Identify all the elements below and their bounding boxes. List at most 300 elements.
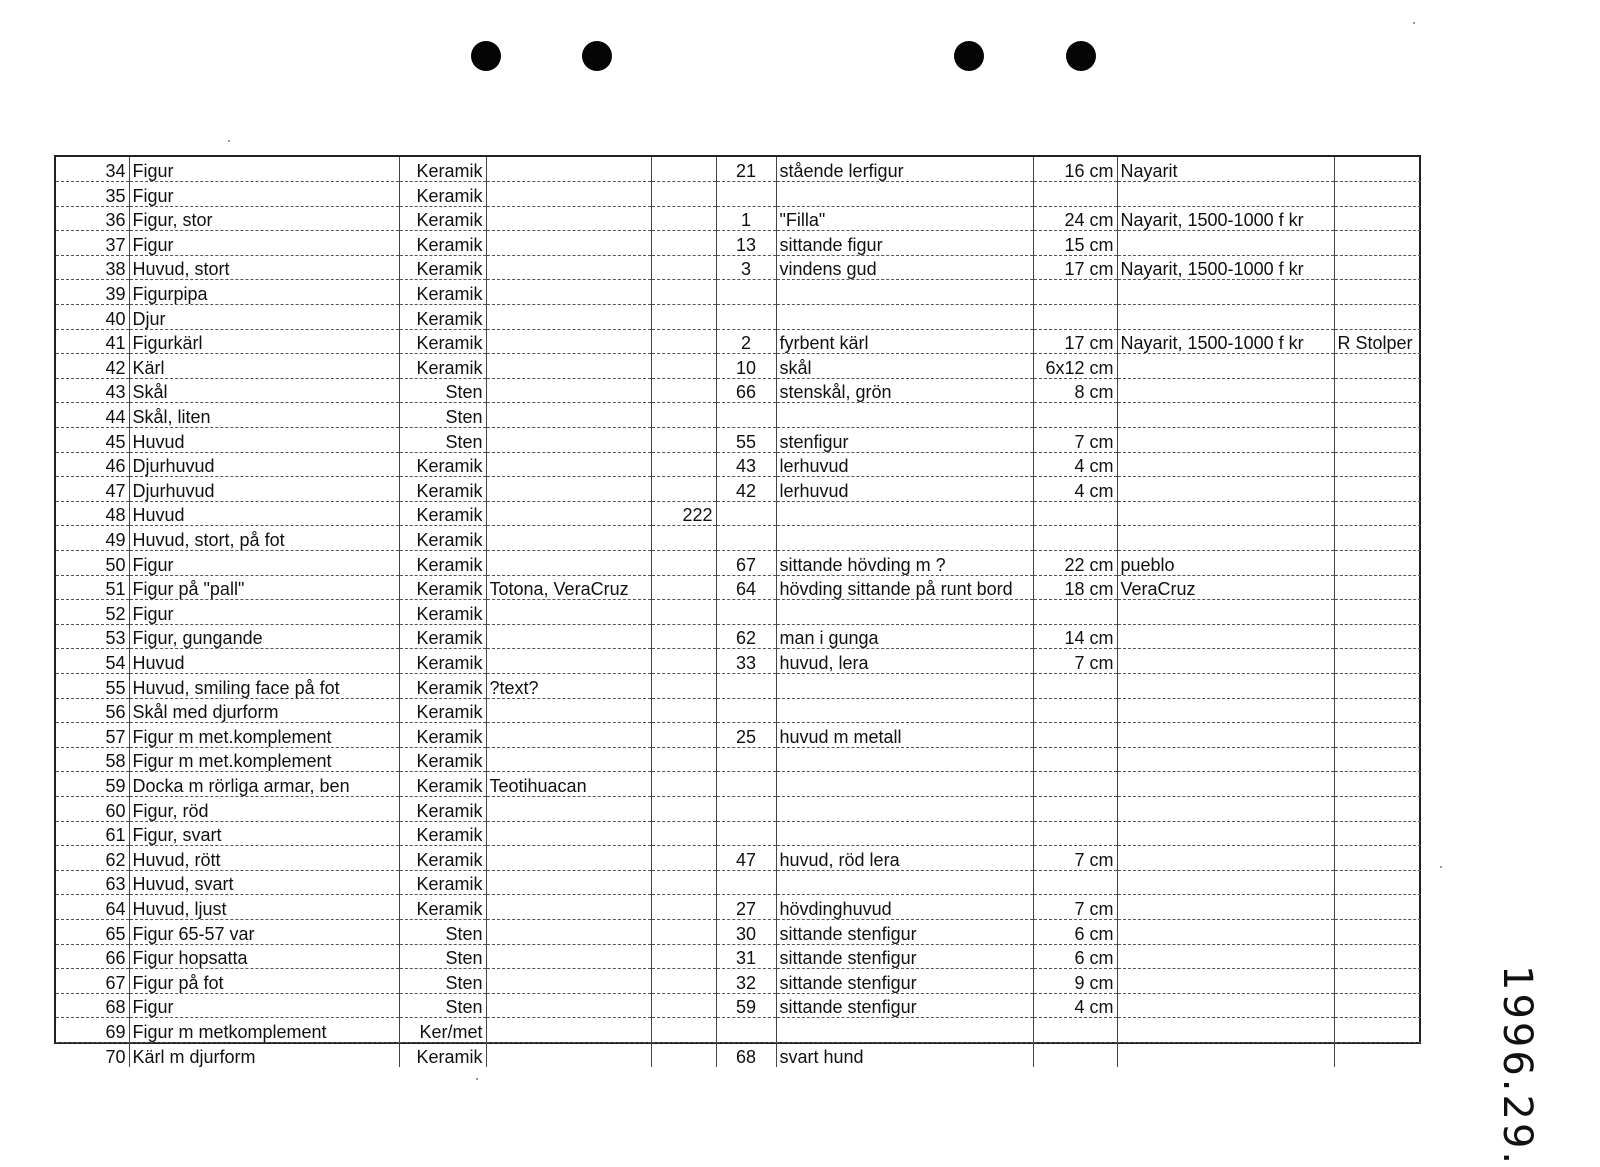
item-origin: Nayarit, 1500-1000 f kr <box>1117 206 1334 231</box>
item-remark <box>1334 280 1421 305</box>
row-number: 61 <box>56 821 129 846</box>
catalog-number <box>716 403 776 428</box>
catalog-number: 42 <box>716 477 776 502</box>
item-size <box>1033 280 1117 305</box>
item-origin <box>1117 747 1334 772</box>
item-remark <box>1334 698 1421 723</box>
catalog-description <box>776 747 1033 772</box>
table-row <box>56 1018 1421 1043</box>
item-note <box>651 182 716 207</box>
item-name: Figur på "pall" <box>129 575 399 600</box>
item-place: Teotihuacan <box>486 772 651 797</box>
item-place <box>486 378 651 403</box>
catalog-number: 55 <box>716 428 776 453</box>
scan-speck <box>476 1078 478 1080</box>
item-place <box>486 723 651 748</box>
item-name: Figurpipa <box>129 280 399 305</box>
item-material: Sten <box>399 403 486 428</box>
item-note <box>651 993 716 1018</box>
table-row <box>56 895 1421 920</box>
item-size <box>1033 526 1117 551</box>
catalog-description: sittande stenfigur <box>776 969 1033 994</box>
item-origin: Nayarit, 1500-1000 f kr <box>1117 255 1334 280</box>
item-name: Figur 65-57 var <box>129 919 399 944</box>
item-origin <box>1117 698 1334 723</box>
catalog-number <box>716 501 776 526</box>
item-name: Figur m met.komplement <box>129 747 399 772</box>
item-place <box>486 919 651 944</box>
row-number: 62 <box>56 846 129 871</box>
catalog-description <box>776 772 1033 797</box>
table-row <box>56 378 1421 403</box>
catalog-description: svart hund <box>776 1042 1033 1067</box>
catalog-number: 43 <box>716 452 776 477</box>
item-origin <box>1117 895 1334 920</box>
item-origin <box>1117 182 1334 207</box>
table-row <box>56 575 1421 600</box>
item-name: Figur <box>129 157 399 182</box>
item-size: 7 cm <box>1033 649 1117 674</box>
item-size <box>1033 796 1117 821</box>
item-origin <box>1117 526 1334 551</box>
item-origin <box>1117 1042 1334 1067</box>
item-remark <box>1334 403 1421 428</box>
catalog-description: sittande hövding m ? <box>776 551 1033 576</box>
item-note <box>651 796 716 821</box>
item-note <box>651 723 716 748</box>
item-note <box>651 305 716 330</box>
item-remark <box>1334 206 1421 231</box>
scan-speck <box>1413 22 1415 24</box>
item-remark <box>1334 747 1421 772</box>
item-place <box>486 477 651 502</box>
item-size: 6 cm <box>1033 919 1117 944</box>
catalog-description: sittande stenfigur <box>776 919 1033 944</box>
item-size: 15 cm <box>1033 231 1117 256</box>
item-name: Figur <box>129 551 399 576</box>
item-place <box>486 280 651 305</box>
catalog-description: hövding sittande på runt bord <box>776 575 1033 600</box>
catalog-number: 1 <box>716 206 776 231</box>
table-row <box>56 231 1421 256</box>
item-material: Keramik <box>399 870 486 895</box>
item-place <box>486 501 651 526</box>
catalog-description <box>776 796 1033 821</box>
item-size: 9 cm <box>1033 969 1117 994</box>
table-row <box>56 182 1421 207</box>
catalog-number <box>716 182 776 207</box>
item-remark <box>1334 354 1421 379</box>
item-remark <box>1334 944 1421 969</box>
catalog-description <box>776 821 1033 846</box>
catalog-number: 64 <box>716 575 776 600</box>
row-number: 37 <box>56 231 129 256</box>
punch-hole <box>582 41 612 71</box>
item-size: 14 cm <box>1033 624 1117 649</box>
item-note <box>651 206 716 231</box>
item-place <box>486 1042 651 1067</box>
item-place <box>486 403 651 428</box>
catalog-number: 27 <box>716 895 776 920</box>
row-number: 68 <box>56 993 129 1018</box>
item-size <box>1033 182 1117 207</box>
table-row <box>56 993 1421 1018</box>
row-number: 45 <box>56 428 129 453</box>
item-place <box>486 182 651 207</box>
item-place <box>486 206 651 231</box>
item-note <box>651 378 716 403</box>
item-material: Keramik <box>399 772 486 797</box>
catalog-number: 10 <box>716 354 776 379</box>
catalog-number: 2 <box>716 329 776 354</box>
item-origin <box>1117 772 1334 797</box>
item-remark <box>1334 452 1421 477</box>
item-material: Ker/met <box>399 1018 486 1043</box>
item-size <box>1033 600 1117 625</box>
item-remark <box>1334 600 1421 625</box>
item-remark <box>1334 870 1421 895</box>
row-number: 60 <box>56 796 129 821</box>
item-material: Keramik <box>399 526 486 551</box>
table-row <box>56 673 1421 698</box>
item-size <box>1033 305 1117 330</box>
item-remark <box>1334 477 1421 502</box>
item-name: Figur, svart <box>129 821 399 846</box>
item-material: Keramik <box>399 575 486 600</box>
item-origin <box>1117 993 1334 1018</box>
row-number: 65 <box>56 919 129 944</box>
item-remark <box>1334 723 1421 748</box>
table-row <box>56 206 1421 231</box>
item-place <box>486 428 651 453</box>
catalog-description: "Filla" <box>776 206 1033 231</box>
item-note <box>651 1018 716 1043</box>
table-row <box>56 969 1421 994</box>
catalog-number <box>716 747 776 772</box>
catalog-description <box>776 403 1033 428</box>
row-number: 59 <box>56 772 129 797</box>
catalog-description: lerhuvud <box>776 452 1033 477</box>
item-note <box>651 821 716 846</box>
item-place: ?text? <box>486 673 651 698</box>
item-place <box>486 255 651 280</box>
catalog-number <box>716 600 776 625</box>
item-size <box>1033 698 1117 723</box>
item-note <box>651 772 716 797</box>
catalog-description: huvud, lera <box>776 649 1033 674</box>
item-material: Sten <box>399 428 486 453</box>
table-row <box>56 305 1421 330</box>
catalog-description: sittande figur <box>776 231 1033 256</box>
item-remark <box>1334 969 1421 994</box>
catalog-description <box>776 526 1033 551</box>
punch-hole <box>471 41 501 71</box>
row-number: 63 <box>56 870 129 895</box>
catalog-description: huvud m metall <box>776 723 1033 748</box>
item-size: 16 cm <box>1033 157 1117 182</box>
item-size: 4 cm <box>1033 477 1117 502</box>
catalog-number <box>716 796 776 821</box>
row-number: 36 <box>56 206 129 231</box>
item-place <box>486 305 651 330</box>
item-size: 18 cm <box>1033 575 1117 600</box>
row-number: 41 <box>56 329 129 354</box>
item-name: Huvud <box>129 428 399 453</box>
item-remark <box>1334 526 1421 551</box>
item-remark <box>1334 1042 1421 1067</box>
catalog-number <box>716 673 776 698</box>
catalog-description <box>776 1018 1033 1043</box>
item-note <box>651 255 716 280</box>
item-note <box>651 354 716 379</box>
item-origin: pueblo <box>1117 551 1334 576</box>
catalog-number: 33 <box>716 649 776 674</box>
item-size: 24 cm <box>1033 206 1117 231</box>
item-origin <box>1117 944 1334 969</box>
table-row <box>56 846 1421 871</box>
item-name: Huvud <box>129 501 399 526</box>
item-size: 22 cm <box>1033 551 1117 576</box>
table-row <box>56 428 1421 453</box>
item-material: Keramik <box>399 551 486 576</box>
row-number: 54 <box>56 649 129 674</box>
table-row <box>56 698 1421 723</box>
table-row <box>56 649 1421 674</box>
item-name: Huvud, stort <box>129 255 399 280</box>
table-row <box>56 1042 1421 1067</box>
row-number: 50 <box>56 551 129 576</box>
item-note <box>651 895 716 920</box>
item-remark <box>1334 182 1421 207</box>
item-origin <box>1117 919 1334 944</box>
item-origin <box>1117 723 1334 748</box>
item-material: Keramik <box>399 255 486 280</box>
row-number: 47 <box>56 477 129 502</box>
item-origin: VeraCruz <box>1117 575 1334 600</box>
item-name: Figur, gungande <box>129 624 399 649</box>
item-note <box>651 526 716 551</box>
row-number: 44 <box>56 403 129 428</box>
item-place <box>486 895 651 920</box>
item-material: Keramik <box>399 821 486 846</box>
item-name: Skål med djurform <box>129 698 399 723</box>
catalog-number: 67 <box>716 551 776 576</box>
inventory-table <box>56 157 1421 1067</box>
catalog-number: 59 <box>716 993 776 1018</box>
item-note <box>651 551 716 576</box>
catalog-description <box>776 870 1033 895</box>
catalog-number <box>716 1018 776 1043</box>
catalog-description: hövdinghuvud <box>776 895 1033 920</box>
item-remark <box>1334 846 1421 871</box>
catalog-number: 32 <box>716 969 776 994</box>
item-origin <box>1117 280 1334 305</box>
item-remark <box>1334 428 1421 453</box>
item-note <box>651 1042 716 1067</box>
catalog-number: 3 <box>716 255 776 280</box>
item-material: Keramik <box>399 280 486 305</box>
table-row <box>56 403 1421 428</box>
item-place <box>486 944 651 969</box>
row-number: 70 <box>56 1042 129 1067</box>
catalog-number: 31 <box>716 944 776 969</box>
row-number: 55 <box>56 673 129 698</box>
item-name: Skål, liten <box>129 403 399 428</box>
catalog-number <box>716 821 776 846</box>
item-note <box>651 673 716 698</box>
item-origin <box>1117 305 1334 330</box>
row-number: 69 <box>56 1018 129 1043</box>
item-place <box>486 1018 651 1043</box>
scan-speck <box>1440 866 1442 868</box>
item-note <box>651 747 716 772</box>
catalog-description: stenfigur <box>776 428 1033 453</box>
item-size: 7 cm <box>1033 895 1117 920</box>
item-origin <box>1117 649 1334 674</box>
item-remark <box>1334 821 1421 846</box>
catalog-description <box>776 600 1033 625</box>
item-place <box>486 452 651 477</box>
catalog-number <box>716 772 776 797</box>
table-row <box>56 796 1421 821</box>
catalog-description <box>776 280 1033 305</box>
item-material: Keramik <box>399 157 486 182</box>
item-origin <box>1117 821 1334 846</box>
item-size <box>1033 723 1117 748</box>
table-row <box>56 772 1421 797</box>
item-name: Figur <box>129 231 399 256</box>
item-note <box>651 649 716 674</box>
table-row <box>56 329 1421 354</box>
catalog-number: 25 <box>716 723 776 748</box>
item-material: Keramik <box>399 796 486 821</box>
item-place <box>486 329 651 354</box>
item-place <box>486 969 651 994</box>
item-material: Keramik <box>399 452 486 477</box>
item-origin <box>1117 624 1334 649</box>
item-size <box>1033 403 1117 428</box>
item-size: 8 cm <box>1033 378 1117 403</box>
item-name: Huvud <box>129 649 399 674</box>
item-place <box>486 870 651 895</box>
item-name: Kärl m djurform <box>129 1042 399 1067</box>
item-material: Keramik <box>399 649 486 674</box>
item-place <box>486 551 651 576</box>
item-size <box>1033 870 1117 895</box>
item-note <box>651 624 716 649</box>
item-name: Kärl <box>129 354 399 379</box>
table-row <box>56 919 1421 944</box>
item-material: Keramik <box>399 600 486 625</box>
item-name: Figurkärl <box>129 329 399 354</box>
row-number: 38 <box>56 255 129 280</box>
item-place <box>486 526 651 551</box>
table-row <box>56 354 1421 379</box>
item-material: Sten <box>399 919 486 944</box>
catalog-description: man i gunga <box>776 624 1033 649</box>
table-row <box>56 280 1421 305</box>
table-row <box>56 624 1421 649</box>
item-note <box>651 452 716 477</box>
item-name: Skål <box>129 378 399 403</box>
item-material: Keramik <box>399 698 486 723</box>
row-number: 49 <box>56 526 129 551</box>
catalog-number: 47 <box>716 846 776 871</box>
item-name: Docka m rörliga armar, ben <box>129 772 399 797</box>
item-origin <box>1117 378 1334 403</box>
item-place <box>486 231 651 256</box>
item-material: Sten <box>399 993 486 1018</box>
item-remark <box>1334 1018 1421 1043</box>
item-name: Figur <box>129 182 399 207</box>
item-place <box>486 600 651 625</box>
item-place: Totona, VeraCruz <box>486 575 651 600</box>
item-note <box>651 600 716 625</box>
item-size <box>1033 1018 1117 1043</box>
item-name: Huvud, stort, på fot <box>129 526 399 551</box>
item-place <box>486 993 651 1018</box>
row-number: 57 <box>56 723 129 748</box>
catalog-description <box>776 501 1033 526</box>
item-place <box>486 846 651 871</box>
punch-hole <box>954 41 984 71</box>
item-size: 17 cm <box>1033 329 1117 354</box>
item-name: Figur m met.komplement <box>129 723 399 748</box>
item-origin <box>1117 846 1334 871</box>
item-origin <box>1117 452 1334 477</box>
catalog-description: sittande stenfigur <box>776 944 1033 969</box>
catalog-description: skål <box>776 354 1033 379</box>
item-size: 17 cm <box>1033 255 1117 280</box>
table-row <box>56 870 1421 895</box>
catalog-number <box>716 280 776 305</box>
inventory-sheet <box>54 155 1421 1067</box>
item-material: Keramik <box>399 673 486 698</box>
item-remark: R Stolper <box>1334 329 1421 354</box>
item-size: 7 cm <box>1033 846 1117 871</box>
row-number: 35 <box>56 182 129 207</box>
item-remark <box>1334 993 1421 1018</box>
catalog-description: fyrbent kärl <box>776 329 1033 354</box>
handwritten-accession-number: 1996.29. <box>1494 965 1540 1167</box>
item-remark <box>1334 255 1421 280</box>
item-size <box>1033 501 1117 526</box>
item-material: Keramik <box>399 747 486 772</box>
row-number: 48 <box>56 501 129 526</box>
item-name: Djurhuvud <box>129 477 399 502</box>
catalog-number <box>716 526 776 551</box>
item-name: Figur på fot <box>129 969 399 994</box>
item-name: Figur <box>129 600 399 625</box>
item-origin: Nayarit, 1500-1000 f kr <box>1117 329 1334 354</box>
item-remark <box>1334 772 1421 797</box>
item-remark <box>1334 649 1421 674</box>
catalog-number: 21 <box>716 157 776 182</box>
catalog-description <box>776 698 1033 723</box>
table-row <box>56 821 1421 846</box>
item-remark <box>1334 157 1421 182</box>
catalog-number <box>716 870 776 895</box>
item-note <box>651 280 716 305</box>
item-material: Keramik <box>399 182 486 207</box>
row-number: 67 <box>56 969 129 994</box>
catalog-description: lerhuvud <box>776 477 1033 502</box>
item-material: Keramik <box>399 846 486 871</box>
item-note <box>651 944 716 969</box>
table-row <box>56 600 1421 625</box>
item-size <box>1033 1042 1117 1067</box>
item-name: Figur m metkomplement <box>129 1018 399 1043</box>
